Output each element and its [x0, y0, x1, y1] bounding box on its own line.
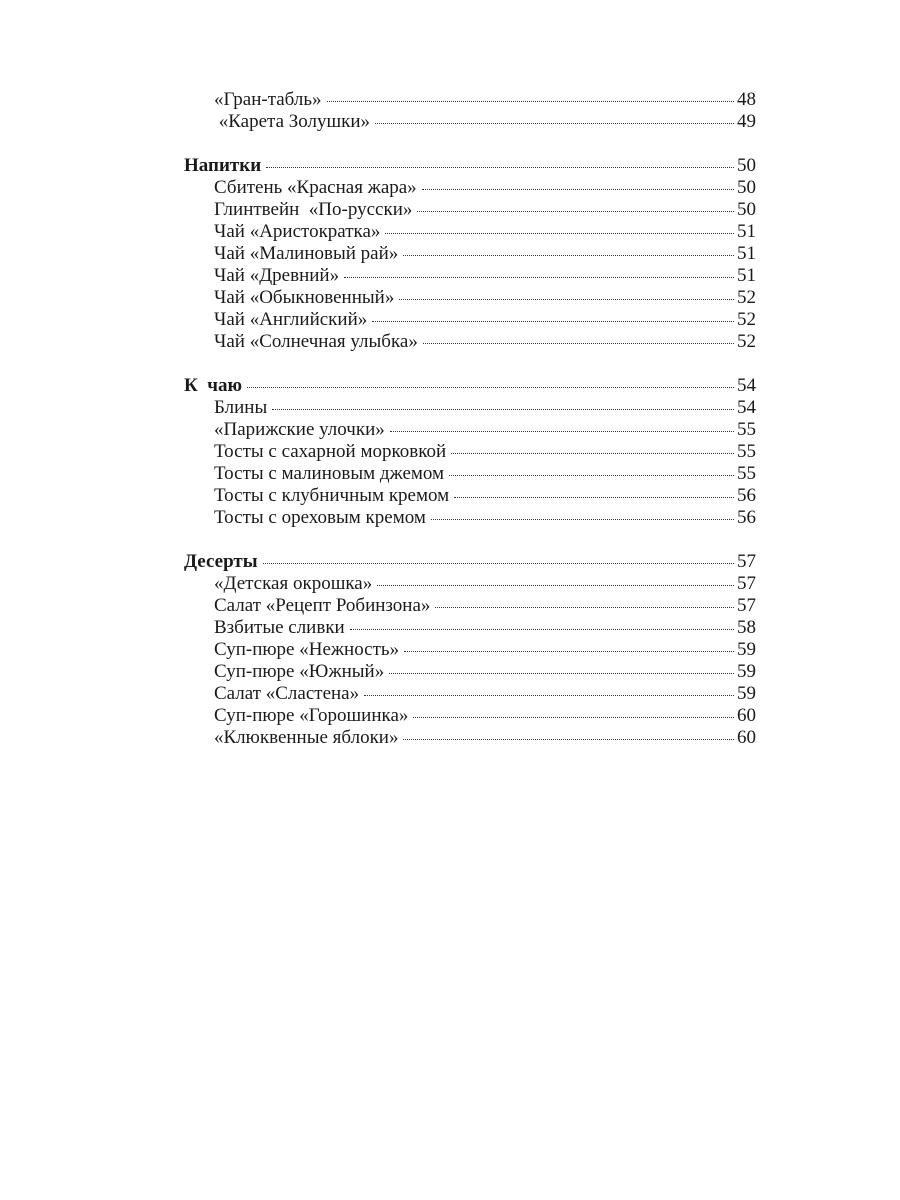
toc-entry-title: Блины	[214, 397, 268, 418]
toc-section-heading[interactable]	[184, 375, 756, 397]
dot-leader	[350, 629, 734, 630]
dot-leader	[454, 497, 734, 498]
toc-entry[interactable]	[184, 419, 756, 441]
toc-entry-title: «Карета Золушки»	[214, 111, 371, 132]
toc-entry-title: Салат «Рецепт Робинзона»	[214, 595, 431, 616]
toc-entry[interactable]	[184, 683, 756, 705]
toc-entry-page: 59	[737, 639, 756, 660]
toc-entry-title: «Клюквенные яблоки»	[214, 727, 399, 748]
toc-entry-title: Тосты с клубничным кремом	[214, 485, 450, 506]
toc-entry-title: Сбитень «Красная жара»	[214, 177, 417, 198]
toc-section-heading[interactable]	[184, 551, 756, 573]
section-title: К чаю	[184, 375, 243, 396]
section-gap	[184, 133, 756, 155]
toc-entry[interactable]	[184, 441, 756, 463]
toc-entry-page: 58	[737, 617, 756, 638]
toc-section-heading[interactable]	[184, 155, 756, 177]
dot-leader	[413, 717, 734, 718]
toc-entry-title: Салат «Сластена»	[214, 683, 360, 704]
toc-entry-title: Глинтвейн «По-русски»	[214, 199, 413, 220]
toc-entry[interactable]	[184, 705, 756, 727]
toc-entry-title: «Парижские улочки»	[214, 419, 385, 440]
toc-entry-page: 49	[737, 111, 756, 132]
dot-leader	[403, 739, 734, 740]
toc-entry[interactable]	[184, 199, 756, 221]
toc-entry-page: 52	[737, 287, 756, 308]
dot-leader	[431, 519, 734, 520]
toc-entry-page: 56	[737, 507, 756, 528]
table-of-contents	[184, 89, 756, 749]
toc-entry-title: «Гран-табль»	[214, 89, 322, 110]
dot-leader	[344, 277, 734, 278]
toc-entry-page: 57	[737, 595, 756, 616]
toc-entry[interactable]	[184, 243, 756, 265]
toc-entry-page: 59	[737, 683, 756, 704]
toc-entry[interactable]	[184, 595, 756, 617]
toc-entry-page: 56	[737, 485, 756, 506]
toc-entry[interactable]	[184, 463, 756, 485]
toc-entry-page: 52	[737, 309, 756, 330]
dot-leader	[377, 585, 734, 586]
toc-entry-title: Чай «Аристократка»	[214, 221, 381, 242]
toc-entry-page: 48	[737, 89, 756, 110]
dot-leader	[435, 607, 734, 608]
toc-entry-page: 54	[737, 397, 756, 418]
dot-leader	[399, 299, 734, 300]
toc-entry-title: Тосты с ореховым кремом	[214, 507, 426, 528]
toc-entry[interactable]	[184, 573, 756, 595]
toc-entry-page: 50	[737, 177, 756, 198]
toc-entry-title: Чай «Древний»	[214, 265, 340, 286]
section-title: Напитки	[184, 155, 262, 176]
dot-leader	[389, 673, 734, 674]
section-page: 54	[737, 375, 756, 396]
toc-entry[interactable]	[184, 111, 756, 133]
toc-entry[interactable]	[184, 309, 756, 331]
dot-leader	[404, 651, 734, 652]
toc-entry-title: Суп-пюре «Нежность»	[214, 639, 400, 660]
toc-entry[interactable]	[184, 617, 756, 639]
section-page: 50	[737, 155, 756, 176]
toc-entry-title: Чай «Английский»	[214, 309, 368, 330]
dot-leader	[266, 167, 734, 168]
toc-entry[interactable]	[184, 265, 756, 287]
toc-entry-title: Чай «Обыкновенный»	[214, 287, 395, 308]
toc-entry[interactable]	[184, 177, 756, 199]
toc-entry-title: Чай «Солнечная улыбка»	[214, 331, 418, 352]
toc-entry-page: 57	[737, 573, 756, 594]
toc-entry[interactable]	[184, 287, 756, 309]
dot-leader	[327, 101, 734, 102]
toc-entry-page: 50	[737, 199, 756, 220]
toc-entry-title: Тосты с малиновым джемом	[214, 463, 445, 484]
dot-leader	[403, 255, 734, 256]
dot-leader	[372, 321, 734, 322]
dot-leader	[364, 695, 734, 696]
toc-entry[interactable]	[184, 397, 756, 419]
toc-entry-title: Суп-пюре «Южный»	[214, 661, 385, 682]
dot-leader	[449, 475, 734, 476]
toc-entry[interactable]	[184, 727, 756, 749]
toc-entry-title: Суп-пюре «Горошинка»	[214, 705, 409, 726]
toc-entry-page: 60	[737, 727, 756, 748]
toc-entry[interactable]	[184, 661, 756, 683]
dot-leader	[422, 189, 734, 190]
toc-entry[interactable]	[184, 639, 756, 661]
toc-entry-page: 60	[737, 705, 756, 726]
section-page: 57	[737, 551, 756, 572]
toc-entry-page: 55	[737, 419, 756, 440]
dot-leader	[417, 211, 734, 212]
section-title: Десерты	[184, 551, 258, 572]
toc-entry[interactable]	[184, 331, 756, 353]
toc-entry-page: 51	[737, 243, 756, 264]
section-gap	[184, 529, 756, 551]
toc-entry[interactable]	[184, 485, 756, 507]
toc-entry-page: 55	[737, 463, 756, 484]
toc-entry[interactable]	[184, 89, 756, 111]
dot-leader	[272, 409, 734, 410]
toc-entry-page: 51	[737, 221, 756, 242]
toc-entry[interactable]	[184, 507, 756, 529]
toc-entry-page: 59	[737, 661, 756, 682]
toc-entry-title: Тосты с сахарной морковкой	[214, 441, 447, 462]
toc-entry-page: 55	[737, 441, 756, 462]
dot-leader	[385, 233, 734, 234]
dot-leader	[375, 123, 734, 124]
dot-leader	[451, 453, 734, 454]
toc-entry-title: Взбитые сливки	[214, 617, 345, 638]
dot-leader	[423, 343, 734, 344]
dot-leader	[247, 387, 734, 388]
toc-entry-page: 52	[737, 331, 756, 352]
dot-leader	[263, 563, 734, 564]
dot-leader	[390, 431, 734, 432]
toc-entry-title: Чай «Малиновый рай»	[214, 243, 399, 264]
toc-entry[interactable]	[184, 221, 756, 243]
section-gap	[184, 353, 756, 375]
toc-entry-page: 51	[737, 265, 756, 286]
toc-entry-title: «Детская окрошка»	[214, 573, 373, 594]
